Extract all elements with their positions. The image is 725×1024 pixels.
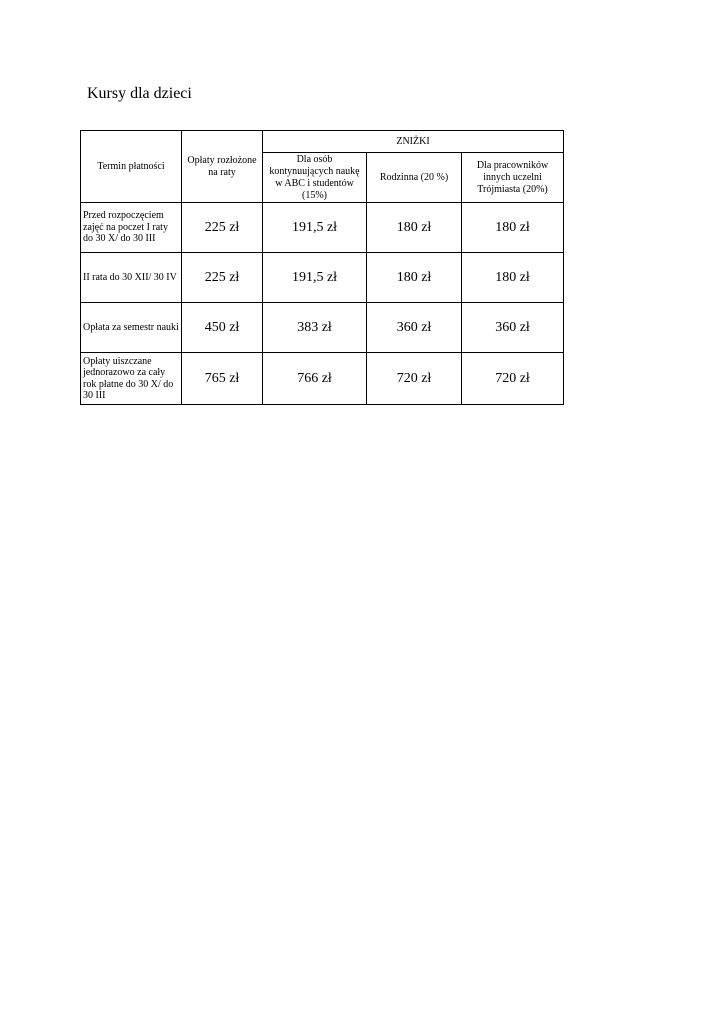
header-kontynuujacych: Dla osób kontynuujących naukę w ABC i studentów (15%)	[263, 153, 367, 203]
fees-table	[80, 130, 564, 405]
table-row	[81, 253, 564, 303]
row-label: Opłaty uiszczane jednorazowo za cały rok płatne do 30 X/ do 30 III	[81, 353, 182, 405]
table-row	[81, 203, 564, 253]
cell-raty: 225 zł	[182, 203, 263, 253]
page-title: Kursy dla dzieci	[87, 85, 192, 102]
header-oplaty: Opłaty rozłożone na raty	[182, 131, 263, 203]
cell-pracownikow: 720 zł	[462, 353, 564, 405]
cell-pracownikow: 180 zł	[462, 203, 564, 253]
cell-kontynuujacych: 766 zł	[263, 353, 367, 405]
row-label: Opłata za semestr nauki	[81, 303, 182, 353]
cell-rodzinna: 720 zł	[367, 353, 462, 405]
cell-rodzinna: 180 zł	[367, 203, 462, 253]
cell-kontynuujacych: 383 zł	[263, 303, 367, 353]
cell-raty: 765 zł	[182, 353, 263, 405]
cell-raty: 450 zł	[182, 303, 263, 353]
table-header-row	[81, 131, 564, 153]
table-row	[81, 353, 564, 405]
header-znizki: ZNIŻKI	[263, 131, 564, 153]
cell-rodzinna: 180 zł	[367, 253, 462, 303]
cell-kontynuujacych: 191,5 zł	[263, 203, 367, 253]
table-row	[81, 303, 564, 353]
cell-kontynuujacych: 191,5 zł	[263, 253, 367, 303]
cell-pracownikow: 360 zł	[462, 303, 564, 353]
row-label: Przed rozpoczęciem zajęć na poczet I raty do 30 X/ do 30 III	[81, 203, 182, 253]
cell-raty: 225 zł	[182, 253, 263, 303]
header-termin: Termin płatności	[81, 131, 182, 203]
cell-rodzinna: 360 zł	[367, 303, 462, 353]
header-pracownikow: Dla pracowników innych uczelni Trójmiasta (20%)	[462, 153, 564, 203]
cell-pracownikow: 180 zł	[462, 253, 564, 303]
row-label: II rata do 30 XII/ 30 IV	[81, 253, 182, 303]
header-rodzinna: Rodzinna (20 %)	[367, 153, 462, 203]
